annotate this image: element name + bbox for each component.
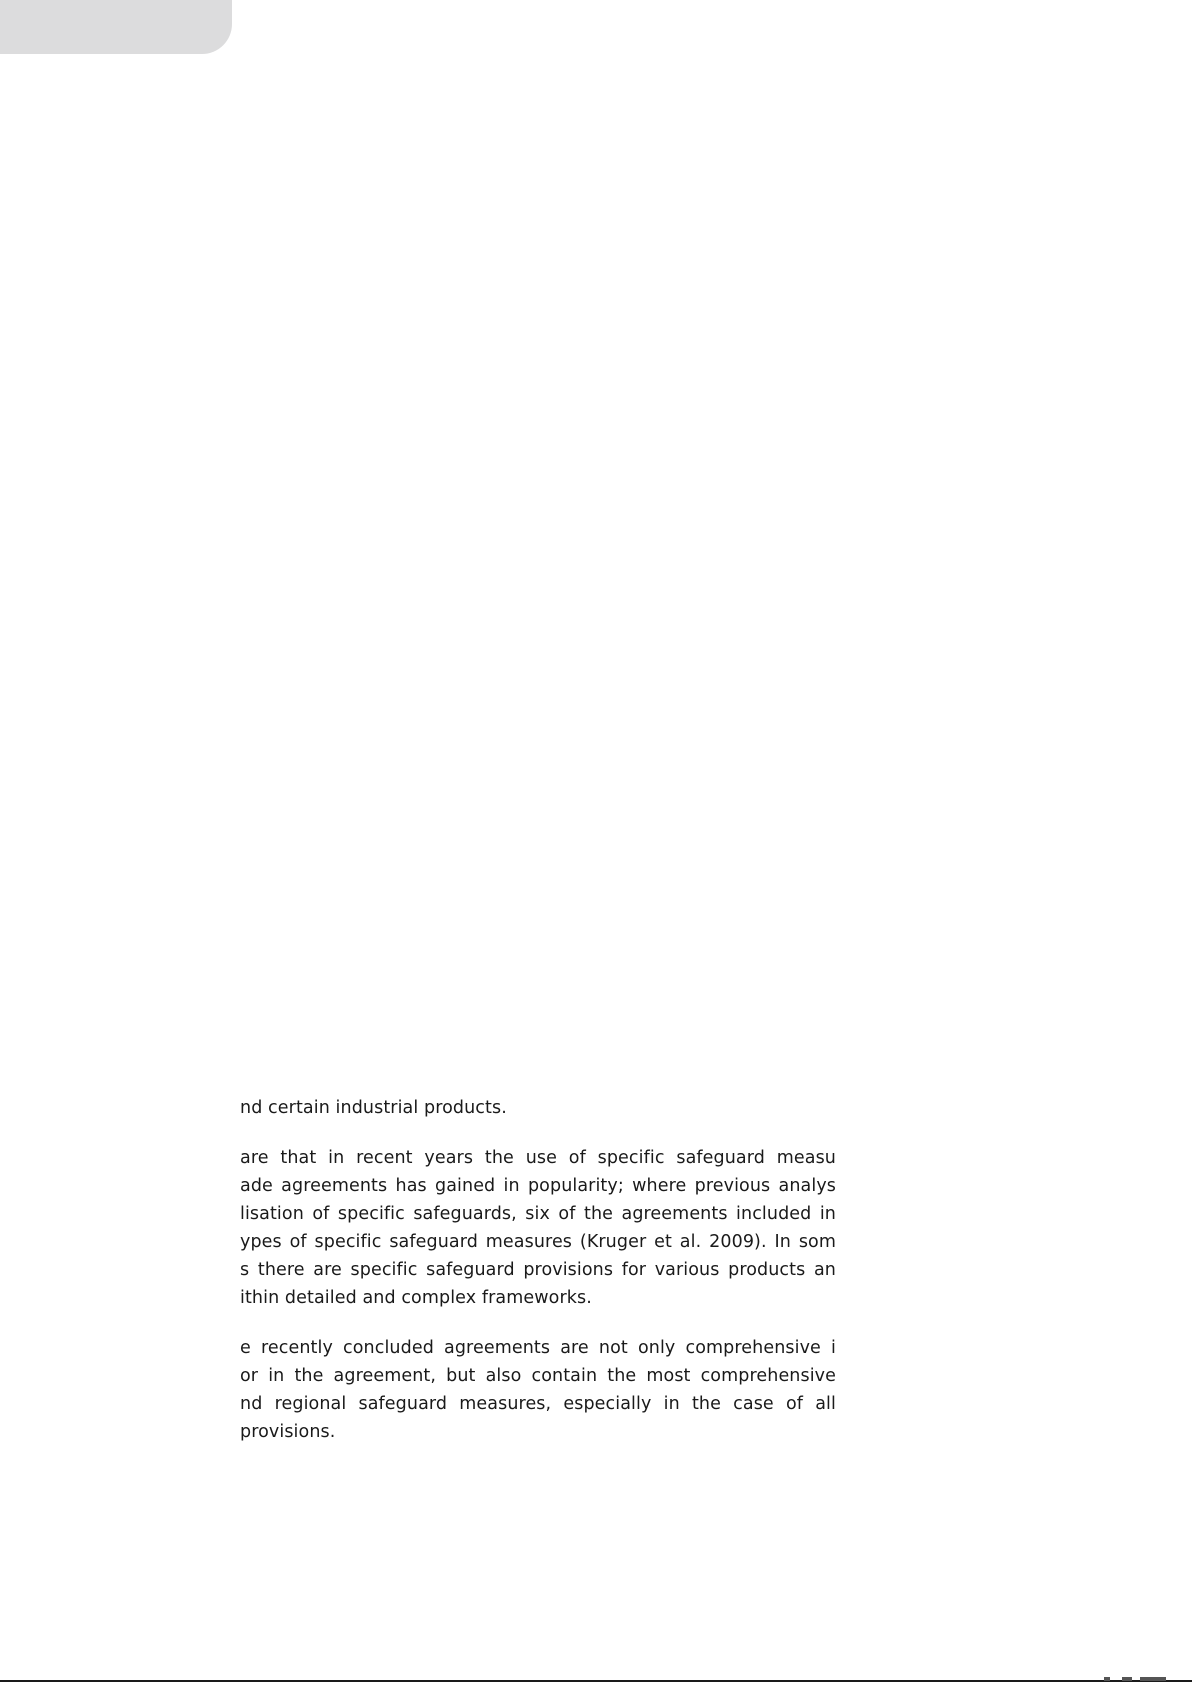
paragraph-line: or in the agreement, but also contain the most comprehensive bbox=[240, 1366, 836, 1386]
paragraph-line: ypes of specific safeguard measures (Kruger et al. 2009). In som bbox=[240, 1232, 836, 1252]
paragraph-line: lisation of specific safeguards, six of the agreements included in bbox=[240, 1204, 836, 1224]
paragraph-line: nd regional safeguard measures, especially in the case of all bbox=[240, 1394, 836, 1414]
corner-tab bbox=[0, 0, 232, 54]
paragraph-3 bbox=[240, 1334, 836, 1446]
footer-mark bbox=[1104, 1677, 1110, 1681]
footer-mark bbox=[1140, 1677, 1166, 1681]
paragraph-line: provisions. bbox=[240, 1422, 336, 1442]
paragraph-line: ithin detailed and complex frameworks. bbox=[240, 1288, 592, 1308]
paragraph-1 bbox=[240, 1094, 836, 1122]
paragraph-2 bbox=[240, 1144, 836, 1312]
footer-rule bbox=[0, 1680, 1192, 1682]
paragraph-line: nd certain industrial products. bbox=[240, 1098, 507, 1118]
paragraph-line: s there are specific safeguard provisions for various products an bbox=[240, 1260, 836, 1280]
paragraph-line: ade agreements has gained in popularity; where previous analys bbox=[240, 1176, 836, 1196]
paragraph-line: e recently concluded agreements are not only comprehensive i bbox=[240, 1338, 836, 1358]
paragraph-line: are that in recent years the use of specific safeguard measu bbox=[240, 1148, 836, 1168]
footer-mark bbox=[1122, 1677, 1132, 1681]
